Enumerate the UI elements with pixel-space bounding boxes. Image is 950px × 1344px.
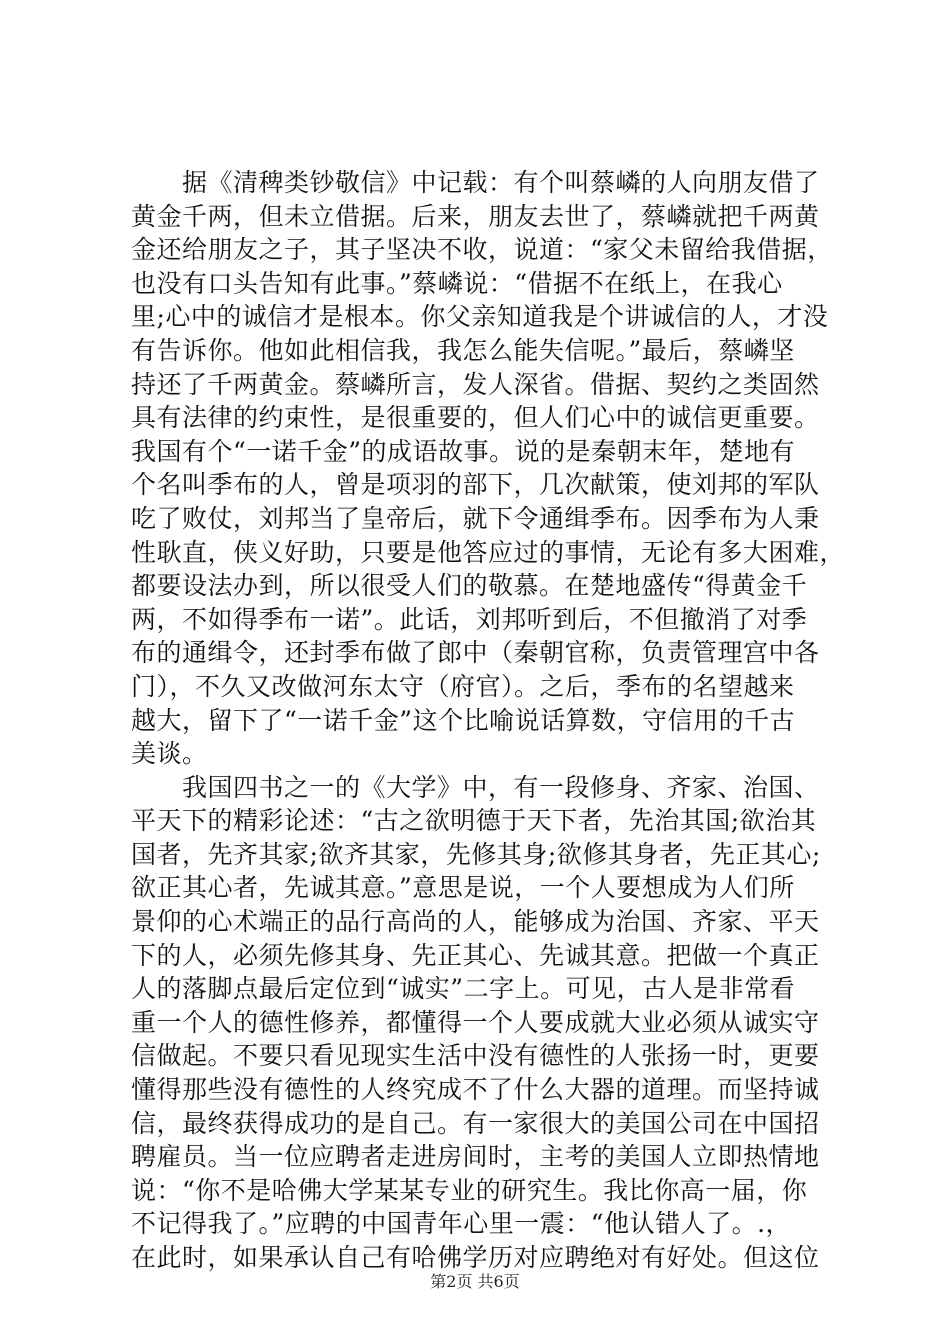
text-line: 里;心中的诚信才是根本。你父亲知道我是个讲诚信的人，才没 xyxy=(131,302,829,332)
text-line: 信，最终获得成功的是自己。有一家很大的美国公司在中国招 xyxy=(131,1108,820,1138)
text-line: 不记得我了。”应聘的中国青年心里一震：“他认错人了。.， xyxy=(131,1209,792,1239)
text-line: 个名叫季布的人，曾是项羽的部下，几次献策，使刘邦的军队 xyxy=(131,470,820,500)
text-line: 性耿直，侠义好助，只要是他答应过的事情，无论有多大困难， xyxy=(131,537,846,567)
text-line: 据《清稗类钞敬信》中记载：有个叫蔡嶙的人向朋友借了 xyxy=(131,168,820,197)
text-line: 国者，先齐其家;欲齐其家，先修其身;欲修其身者，先正其心; xyxy=(131,839,821,869)
page-footer: 第2页 共6页 xyxy=(430,1272,520,1291)
text-line: 持还了千两黄金。蔡嶙所言，发人深省。借据、契约之类固然 xyxy=(131,369,820,399)
text-line: 重一个人的德性修养，都懂得一个人要成就大业必须从诚实守 xyxy=(131,1007,820,1037)
text-line: 也没有口头告知有此事。”蔡嶙说：“借据不在纸上，在我心 xyxy=(131,268,783,298)
body-text xyxy=(131,166,846,1275)
text-line: 越大，留下了“一诺千金”这个比喻说话算数，守信用的千古 xyxy=(131,705,796,735)
text-line: 欲正其心者，先诚其意。”意思是说，一个人要想成为人们所 xyxy=(131,873,795,903)
text-line: 我国四书之一的《大学》中，有一段修身、齐家、治国、 xyxy=(131,772,820,802)
text-line: 布的通缉令，还封季布做了郎中（秦朝官称，负责管理宫中各 xyxy=(131,638,820,668)
text-line: 具有法律的约束性，是很重要的，但人们心中的诚信更重要。 xyxy=(131,403,820,433)
text-line: 懂得那些没有德性的人终究成不了什么大器的道理。而坚持诚 xyxy=(131,1075,820,1105)
text-line: 有告诉你。他如此相信我，我怎么能失信呢。”最后，蔡嶙坚 xyxy=(131,335,795,365)
text-line: 人的落脚点最后定位到“诚实”二字上。可见，古人是非常看 xyxy=(131,974,796,1004)
text-line: 都要设法办到，所以很受人们的敬慕。在楚地盛传“得黄金千 xyxy=(131,571,808,601)
text-line: 在此时，如果承认自己有哈佛学历对应聘绝对有好处。但这位 xyxy=(131,1243,820,1272)
text-line: 信做起。不要只看见现实生活中没有德性的人张扬一时，更要 xyxy=(131,1041,820,1071)
text-line: 两，不如得季布一诺”。此话，刘邦听到后，不但撤消了对季 xyxy=(131,604,808,634)
text-line: 平天下的精彩论述：“古之欲明德于天下者，先治其国;欲治其 xyxy=(131,806,817,836)
text-line: 美谈。 xyxy=(131,739,208,769)
text-line: 聘雇员。当一位应聘者走进房间时，主考的美国人立即热情地 xyxy=(131,1142,820,1172)
text-line: 黄金千两，但未立借据。后来，朋友去世了，蔡嶙就把千两黄 xyxy=(131,201,820,231)
text-line: 下的人，必须先修其身、先正其心、先诚其意。把做一个真正 xyxy=(131,940,820,970)
text-line: 我国有个“一诺千金”的成语故事。说的是秦朝末年，楚地有 xyxy=(131,436,796,466)
text-line: 门），不久又改做河东太守（府官）。之后，季布的名望越来 xyxy=(131,671,795,701)
text-line: 景仰的心术端正的品行高尚的人，能够成为治国、齐家、平天 xyxy=(131,907,820,937)
text-line: 吃了败仗，刘邦当了皇帝后，就下令通缉季布。因季布为人秉 xyxy=(131,503,820,533)
text-line: 说：“你不是哈佛大学某某专业的研究生。我比你高一届，你 xyxy=(131,1175,808,1205)
text-line: 金还给朋友之子，其子坚决不收，说道：“家父未留给我借据， xyxy=(131,235,833,265)
